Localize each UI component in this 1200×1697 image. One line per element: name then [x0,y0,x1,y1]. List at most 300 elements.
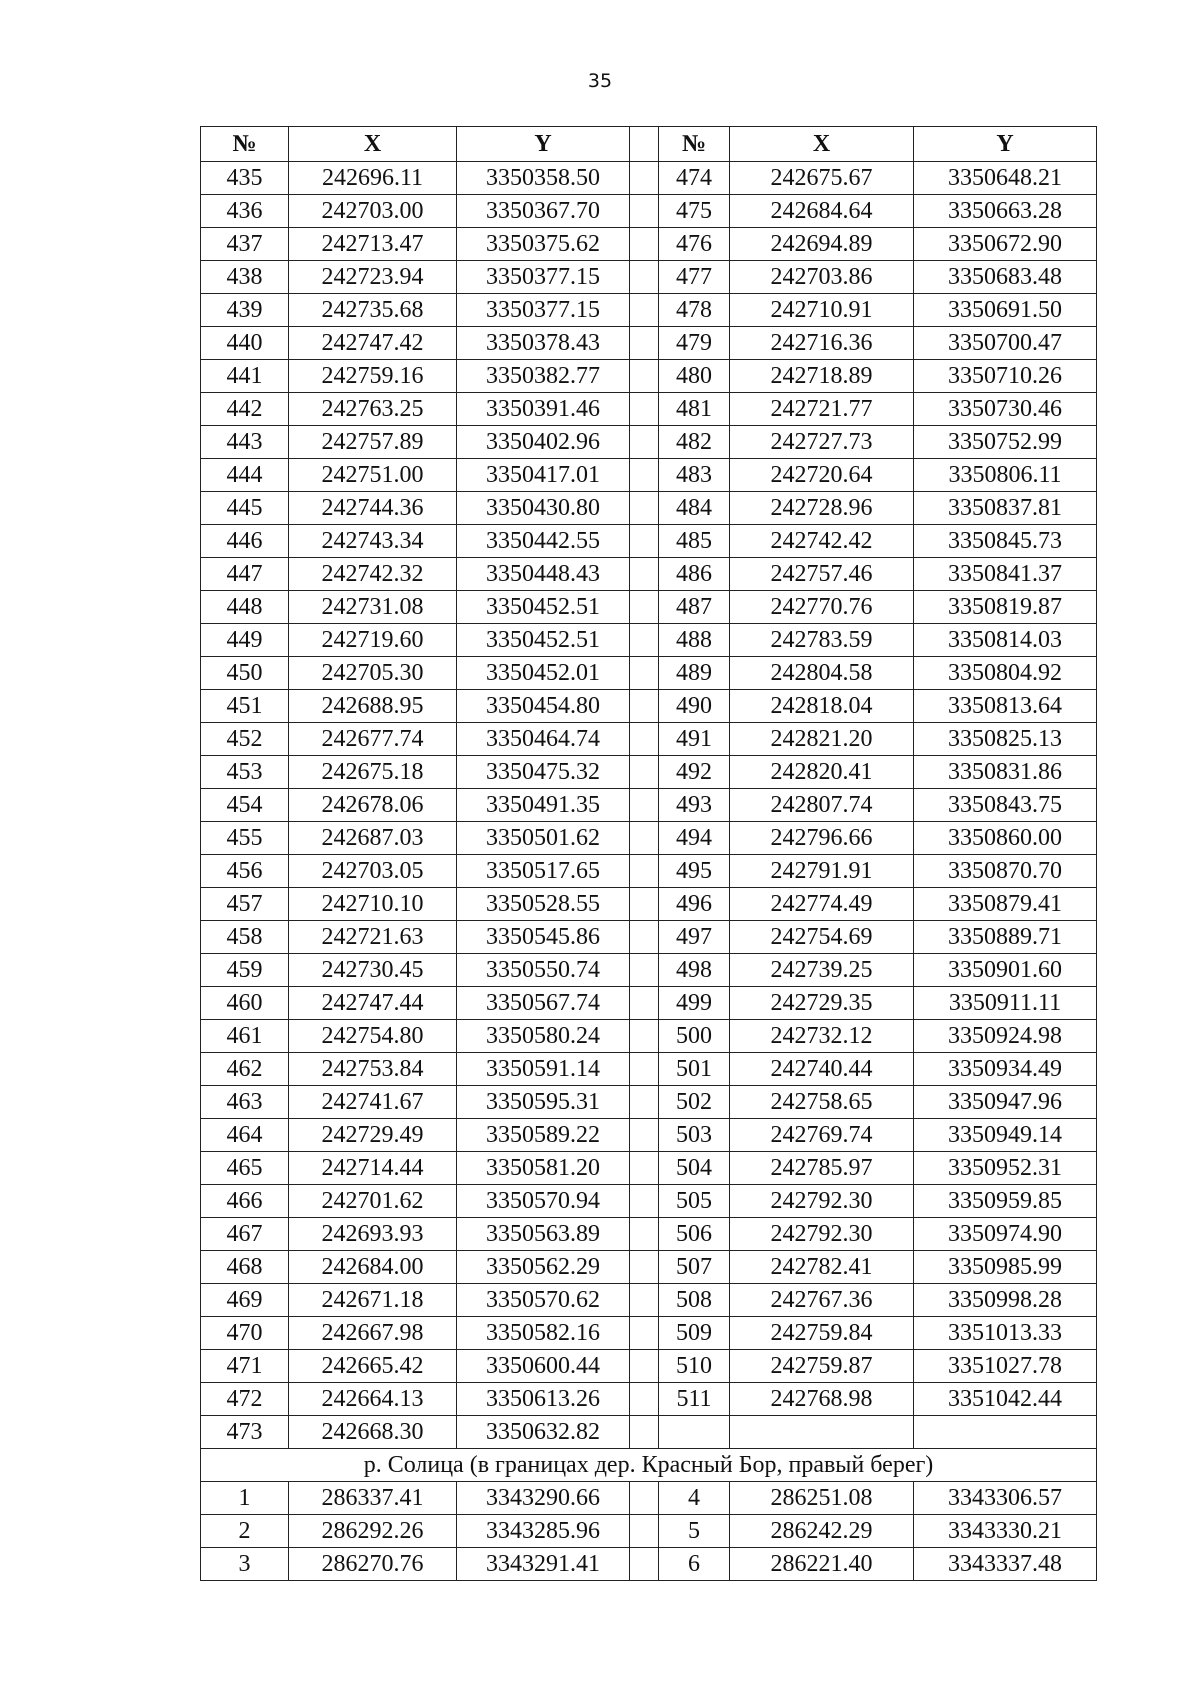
cell-num-right: 480 [659,360,730,393]
table-row [201,228,1097,261]
cell-num-right: 505 [659,1185,730,1218]
cell-x-right: 242807.74 [730,789,914,822]
cell-y-right: 3350879.41 [914,888,1097,921]
cell-num-right: 509 [659,1317,730,1350]
spacer-cell [630,1350,659,1383]
cell-num-left: 446 [201,525,289,558]
table-row [201,1152,1097,1185]
table-row [201,855,1097,888]
cell-y-right: 3350700.47 [914,327,1097,360]
cell-y-right: 3350911.11 [914,987,1097,1020]
cell-num-left: 436 [201,195,289,228]
table-row [201,1350,1097,1383]
spacer-cell [630,624,659,657]
spacer-cell [630,855,659,888]
cell-y-left: 3350562.29 [457,1251,630,1284]
cell-num-left: 3 [201,1548,289,1581]
cell-y-right: 3350845.73 [914,525,1097,558]
table-row [201,360,1097,393]
section-coordinates-body [201,1482,1097,1581]
table-row [201,1548,1097,1581]
cell-y-left: 3350567.74 [457,987,630,1020]
cell-y-right: 3350691.50 [914,294,1097,327]
cell-x-right: 242716.36 [730,327,914,360]
cell-x-right: 242703.86 [730,261,914,294]
cell-y-left: 3350582.16 [457,1317,630,1350]
cell-num-right: 475 [659,195,730,228]
cell-num-left: 451 [201,690,289,723]
cell-num-left: 439 [201,294,289,327]
cell-num-right: 506 [659,1218,730,1251]
table-row [201,888,1097,921]
cell-x-left: 242703.00 [289,195,457,228]
cell-num-right: 502 [659,1086,730,1119]
table-row [201,1482,1097,1515]
cell-x-right: 242820.41 [730,756,914,789]
cell-x-left: 242703.05 [289,855,457,888]
cell-y-left: 3350580.24 [457,1020,630,1053]
cell-num-right: 476 [659,228,730,261]
spacer-cell [630,921,659,954]
cell-num-right: 484 [659,492,730,525]
cell-y-right: 3350985.99 [914,1251,1097,1284]
cell-y-left: 3350464.74 [457,723,630,756]
cell-x-left: 286270.76 [289,1548,457,1581]
cell-x-left: 242731.08 [289,591,457,624]
cell-num-left: 458 [201,921,289,954]
cell-num-left: 459 [201,954,289,987]
cell-num-left: 465 [201,1152,289,1185]
cell-num-left: 440 [201,327,289,360]
cell-x-right: 242774.49 [730,888,914,921]
cell-x-right: 242694.89 [730,228,914,261]
cell-x-right: 242796.66 [730,822,914,855]
cell-x-right: 242729.35 [730,987,914,1020]
cell-y-right: 3350813.64 [914,690,1097,723]
spacer-cell [630,558,659,591]
cell-x-left: 242684.00 [289,1251,457,1284]
cell-y-right: 3351013.33 [914,1317,1097,1350]
cell-y-left: 3350448.43 [457,558,630,591]
cell-num-right: 497 [659,921,730,954]
spacer-cell [630,591,659,624]
cell-x-left: 242687.03 [289,822,457,855]
cell-num-right: 489 [659,657,730,690]
cell-x-left: 242763.25 [289,393,457,426]
cell-num-right: 477 [659,261,730,294]
cell-num-left: 457 [201,888,289,921]
table-row [201,1383,1097,1416]
cell-num-left: 447 [201,558,289,591]
cell-x-right: 242739.25 [730,954,914,987]
section-caption-row [201,1449,1097,1482]
cell-num-left: 461 [201,1020,289,1053]
table-row [201,459,1097,492]
cell-x-left: 242754.80 [289,1020,457,1053]
header-num-right: № [659,127,730,162]
header-spacer [630,127,659,162]
spacer-cell [630,1185,659,1218]
cell-num-right: 4 [659,1482,730,1515]
cell-num-right: 488 [659,624,730,657]
cell-y-right: 3350825.13 [914,723,1097,756]
cell-y-right: 3350730.46 [914,393,1097,426]
cell-x-left: 242723.94 [289,261,457,294]
header-num-left: № [201,127,289,162]
cell-num-right: 5 [659,1515,730,1548]
cell-num-left: 463 [201,1086,289,1119]
cell-y-right: 3350947.96 [914,1086,1097,1119]
cell-num-right: 490 [659,690,730,723]
cell-num-left: 462 [201,1053,289,1086]
cell-y-right: 3350752.99 [914,426,1097,459]
cell-num-right: 511 [659,1383,730,1416]
cell-y-right: 3350901.60 [914,954,1097,987]
table-row [201,558,1097,591]
cell-x-left: 242671.18 [289,1284,457,1317]
cell-num-right: 483 [659,459,730,492]
spacer-cell [630,756,659,789]
cell-num-left: 455 [201,822,289,855]
table-row [201,624,1097,657]
table-row [201,657,1097,690]
cell-x-right: 242792.30 [730,1218,914,1251]
header-x-left: X [289,127,457,162]
cell-x-right: 242732.12 [730,1020,914,1053]
spacer-cell [630,195,659,228]
spacer-cell [630,1317,659,1350]
cell-x-left: 242757.89 [289,426,457,459]
cell-y-right: 3350949.14 [914,1119,1097,1152]
cell-x-right: 242770.76 [730,591,914,624]
table-row [201,690,1097,723]
table-row [201,987,1097,1020]
cell-num-left: 471 [201,1350,289,1383]
table-row [201,294,1097,327]
cell-y-right: 3350710.26 [914,360,1097,393]
cell-x-left: 242664.13 [289,1383,457,1416]
cell-x-left: 242701.62 [289,1185,457,1218]
cell-x-right: 242804.58 [730,657,914,690]
cell-y-left: 3350570.94 [457,1185,630,1218]
spacer-cell [630,492,659,525]
cell-x-right: 242768.98 [730,1383,914,1416]
cell-y-left: 3350382.77 [457,360,630,393]
cell-y-left: 3350632.82 [457,1416,630,1449]
cell-y-left: 3350452.51 [457,624,630,657]
cell-num-right: 503 [659,1119,730,1152]
cell-x-right: 286251.08 [730,1482,914,1515]
cell-x-right: 242759.84 [730,1317,914,1350]
cell-num-right: 510 [659,1350,730,1383]
cell-num-left: 454 [201,789,289,822]
cell-y-right: 3350814.03 [914,624,1097,657]
cell-num-right [659,1416,730,1449]
table-row [201,426,1097,459]
cell-num-right: 498 [659,954,730,987]
cell-x-left: 242665.42 [289,1350,457,1383]
cell-y-right: 3350831.86 [914,756,1097,789]
spacer-cell [630,1020,659,1053]
cell-y-left: 3350452.51 [457,591,630,624]
cell-y-left: 3343285.96 [457,1515,630,1548]
table-row [201,1416,1097,1449]
cell-x-right: 242792.30 [730,1185,914,1218]
cell-y-right: 3350843.75 [914,789,1097,822]
cell-x-left: 242675.18 [289,756,457,789]
cell-x-right: 242783.59 [730,624,914,657]
cell-y-right: 3350924.98 [914,1020,1097,1053]
spacer-cell [630,1119,659,1152]
cell-x-left: 242719.60 [289,624,457,657]
cell-y-right [914,1416,1097,1449]
cell-num-left: 464 [201,1119,289,1152]
cell-x-right: 242759.87 [730,1350,914,1383]
cell-x-left: 242721.63 [289,921,457,954]
cell-num-left: 449 [201,624,289,657]
cell-y-left: 3350367.70 [457,195,630,228]
cell-y-right: 3350841.37 [914,558,1097,591]
cell-x-left: 242677.74 [289,723,457,756]
cell-y-right: 3350819.87 [914,591,1097,624]
cell-num-right: 485 [659,525,730,558]
cell-x-left: 286337.41 [289,1482,457,1515]
table-row [201,327,1097,360]
cell-y-left: 3350600.44 [457,1350,630,1383]
cell-num-left: 466 [201,1185,289,1218]
cell-y-left: 3343291.41 [457,1548,630,1581]
spacer-cell [630,228,659,261]
cell-x-left: 242693.93 [289,1218,457,1251]
spacer-cell [630,690,659,723]
cell-y-left: 3350402.96 [457,426,630,459]
cell-x-left: 286292.26 [289,1515,457,1548]
cell-x-right: 242710.91 [730,294,914,327]
table-row [201,723,1097,756]
cell-num-right: 481 [659,393,730,426]
cell-y-left: 3350378.43 [457,327,630,360]
cell-x-left: 242741.67 [289,1086,457,1119]
cell-y-left: 3350491.35 [457,789,630,822]
spacer-cell [630,327,659,360]
spacer-cell [630,888,659,921]
cell-x-right: 242675.67 [730,162,914,195]
cell-num-right: 496 [659,888,730,921]
cell-y-right: 3350870.70 [914,855,1097,888]
table-row [201,1119,1097,1152]
cell-num-right: 479 [659,327,730,360]
cell-y-left: 3350581.20 [457,1152,630,1185]
cell-x-left: 242730.45 [289,954,457,987]
cell-num-left: 470 [201,1317,289,1350]
spacer-cell [630,789,659,822]
cell-x-left: 242759.16 [289,360,457,393]
cell-num-right: 507 [659,1251,730,1284]
cell-y-right: 3350683.48 [914,261,1097,294]
spacer-cell [630,261,659,294]
cell-num-left: 435 [201,162,289,195]
cell-y-left: 3350475.32 [457,756,630,789]
cell-x-left: 242753.84 [289,1053,457,1086]
spacer-cell [630,657,659,690]
cell-num-right: 499 [659,987,730,1020]
cell-x-left: 242713.47 [289,228,457,261]
table-header-row [201,127,1097,162]
cell-num-left: 441 [201,360,289,393]
cell-x-left: 242742.32 [289,558,457,591]
cell-y-left: 3350570.62 [457,1284,630,1317]
cell-x-right: 242818.04 [730,690,914,723]
cell-y-left: 3350454.80 [457,690,630,723]
cell-x-right: 242754.69 [730,921,914,954]
spacer-cell [630,1284,659,1317]
cell-num-right: 501 [659,1053,730,1086]
cell-num-right: 474 [659,162,730,195]
spacer-cell [630,360,659,393]
spacer-cell [630,393,659,426]
spacer-cell [630,525,659,558]
cell-y-right: 3350889.71 [914,921,1097,954]
cell-y-right: 3351027.78 [914,1350,1097,1383]
table-row [201,492,1097,525]
cell-y-left: 3350563.89 [457,1218,630,1251]
cell-num-left: 472 [201,1383,289,1416]
spacer-cell [630,822,659,855]
cell-y-right: 3350998.28 [914,1284,1097,1317]
table-row [201,162,1097,195]
cell-x-left: 242688.95 [289,690,457,723]
cell-num-right: 494 [659,822,730,855]
cell-x-left: 242667.98 [289,1317,457,1350]
spacer-cell [630,162,659,195]
cell-num-right: 487 [659,591,730,624]
cell-x-left: 242747.42 [289,327,457,360]
cell-num-left: 468 [201,1251,289,1284]
table-row [201,1317,1097,1350]
cell-x-left: 242696.11 [289,162,457,195]
header-x-right: X [730,127,914,162]
cell-x-right: 242757.46 [730,558,914,591]
cell-y-right: 3350663.28 [914,195,1097,228]
table-row [201,1218,1097,1251]
cell-y-left: 3350430.80 [457,492,630,525]
table-row [201,1053,1097,1086]
cell-y-left: 3350528.55 [457,888,630,921]
cell-y-right: 3350952.31 [914,1152,1097,1185]
table-row [201,1515,1097,1548]
cell-x-left: 242705.30 [289,657,457,690]
cell-x-left: 242747.44 [289,987,457,1020]
cell-num-right: 478 [659,294,730,327]
cell-num-left: 2 [201,1515,289,1548]
spacer-cell [630,1053,659,1086]
cell-y-left: 3350442.55 [457,525,630,558]
cell-num-left: 469 [201,1284,289,1317]
cell-x-left: 242668.30 [289,1416,457,1449]
table-row [201,261,1097,294]
cell-y-left: 3350375.62 [457,228,630,261]
cell-num-right: 493 [659,789,730,822]
cell-x-left: 242751.00 [289,459,457,492]
table-row [201,789,1097,822]
spacer-cell [630,723,659,756]
cell-y-left: 3350613.26 [457,1383,630,1416]
cell-num-left: 438 [201,261,289,294]
cell-y-left: 3350391.46 [457,393,630,426]
page-number: 35 [587,70,613,92]
cell-x-right: 242782.41 [730,1251,914,1284]
cell-num-right: 482 [659,426,730,459]
spacer-cell [630,954,659,987]
cell-num-right: 486 [659,558,730,591]
cell-y-left: 3350591.14 [457,1053,630,1086]
cell-num-left: 1 [201,1482,289,1515]
spacer-cell [630,1416,659,1449]
cell-y-right: 3343337.48 [914,1548,1097,1581]
cell-x-left: 242743.34 [289,525,457,558]
cell-y-right: 3350672.90 [914,228,1097,261]
table-row [201,195,1097,228]
spacer-cell [630,426,659,459]
cell-y-right: 3343306.57 [914,1482,1097,1515]
cell-num-right: 495 [659,855,730,888]
cell-x-right: 242742.42 [730,525,914,558]
cell-x-right: 286242.29 [730,1515,914,1548]
table-row [201,525,1097,558]
cell-num-right: 491 [659,723,730,756]
cell-num-left: 452 [201,723,289,756]
table-row [201,1086,1097,1119]
cell-y-left: 3350589.22 [457,1119,630,1152]
cell-y-left: 3350377.15 [457,261,630,294]
spacer-cell [630,1515,659,1548]
header-y-left: Y [457,127,630,162]
section-caption-body [201,1449,1097,1482]
table-row [201,1185,1097,1218]
table-row [201,1020,1097,1053]
cell-x-right: 242791.91 [730,855,914,888]
cell-num-left: 467 [201,1218,289,1251]
cell-x-left: 242714.44 [289,1152,457,1185]
cell-y-left: 3343290.66 [457,1482,630,1515]
cell-y-right: 3350860.00 [914,822,1097,855]
cell-x-left: 242729.49 [289,1119,457,1152]
cell-y-left: 3350358.50 [457,162,630,195]
cell-y-right: 3350837.81 [914,492,1097,525]
spacer-cell [630,1218,659,1251]
spacer-cell [630,294,659,327]
cell-x-right: 242720.64 [730,459,914,492]
table-row [201,756,1097,789]
cell-y-left: 3350377.15 [457,294,630,327]
cell-x-left: 242744.36 [289,492,457,525]
cell-num-left: 437 [201,228,289,261]
cell-num-right: 508 [659,1284,730,1317]
cell-x-right: 286221.40 [730,1548,914,1581]
table-row [201,591,1097,624]
cell-x-right: 242821.20 [730,723,914,756]
cell-x-right: 242727.73 [730,426,914,459]
cell-num-left: 443 [201,426,289,459]
cell-x-right: 242684.64 [730,195,914,228]
cell-x-right: 242721.77 [730,393,914,426]
cell-y-right: 3351042.44 [914,1383,1097,1416]
section-caption: р. Солица (в границах дер. Красный Бор, правый берег) [201,1449,1097,1482]
table-row [201,921,1097,954]
cell-y-right: 3343330.21 [914,1515,1097,1548]
cell-x-right: 242769.74 [730,1119,914,1152]
cell-num-left: 450 [201,657,289,690]
